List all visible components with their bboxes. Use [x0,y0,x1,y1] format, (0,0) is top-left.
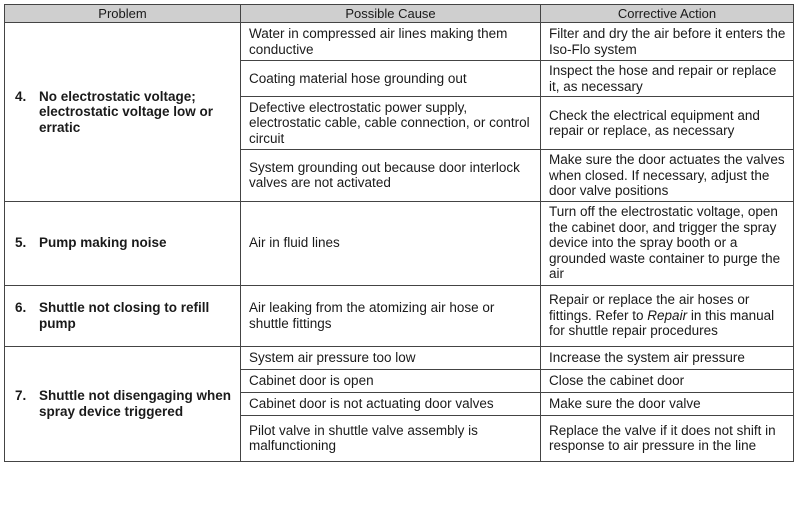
cause-cell: System grounding out because door interlock valves are not activated [241,150,541,202]
header-corrective-action: Corrective Action [541,5,794,23]
action-cell: Turn off the electrostatic voltage, open the cabinet door, and trigger the spray device into the spray booth or a grounded waste container to purge the air [541,201,794,285]
action-cell [541,285,794,346]
action-cell: Close the cabinet door [541,369,794,392]
table-row [5,346,794,369]
problem-text: Pump making noise [39,235,167,251]
problem-cell [5,201,241,285]
action-text: in this manual for shuttle repair procedures [549,307,775,339]
action-cell: Check the electrical equipment and repair or replace, as necessary [541,97,794,150]
problem-text: Shuttle not closing to refill pump [39,300,210,331]
cause-cell: Air leaking from the atomizing air hose or shuttle fittings [241,285,541,346]
action-cell: Make sure the door actuates the valves when closed. If necessary, adjust the door valve positions [541,150,794,202]
problem-cell [5,23,241,202]
table-row [5,201,794,285]
troubleshooting-table [4,4,794,462]
repair-reference: Repair [647,307,688,323]
problem-number: 7. [15,388,27,403]
table-row [5,285,794,346]
problem-cell [5,285,241,346]
cause-cell: Air in fluid lines [241,201,541,285]
cause-cell: Cabinet door is not actuating door valves [241,392,541,415]
action-text: Repair or replace the air hoses or fittings. Refer to [549,292,750,323]
problem-text: Shuttle not disengaging when spray device triggered [39,388,231,419]
action-cell: Make sure the door valve [541,392,794,415]
cause-cell: Coating material hose grounding out [241,61,541,97]
action-cell: Inspect the hose and repair or replace it, as necessary [541,61,794,97]
cause-cell: Pilot valve in shuttle valve assembly is malfunctioning [241,415,541,461]
action-cell: Increase the system air pressure [541,346,794,369]
problem-cell [5,346,241,461]
problem-text: No electrostatic voltage; electrostatic voltage low or erratic [39,88,214,135]
cause-cell: Defective electrostatic power supply, electrostatic cable, cable connection, or control circuit [241,97,541,150]
table-row [5,23,794,61]
action-cell: Filter and dry the air before it enters the Iso-Flo system [541,23,794,61]
header-problem: Problem [5,5,241,23]
problem-number: 6. [15,300,27,315]
cause-cell: Cabinet door is open [241,369,541,392]
cause-cell: Water in compressed air lines making them conductive [241,23,541,61]
cause-cell: System air pressure too low [241,346,541,369]
header-row [5,5,794,23]
header-possible-cause: Possible Cause [241,5,541,23]
action-cell: Replace the valve if it does not shift in response to air pressure in the line [541,415,794,461]
problem-number: 5. [15,235,27,251]
problem-number: 4. [15,88,27,104]
